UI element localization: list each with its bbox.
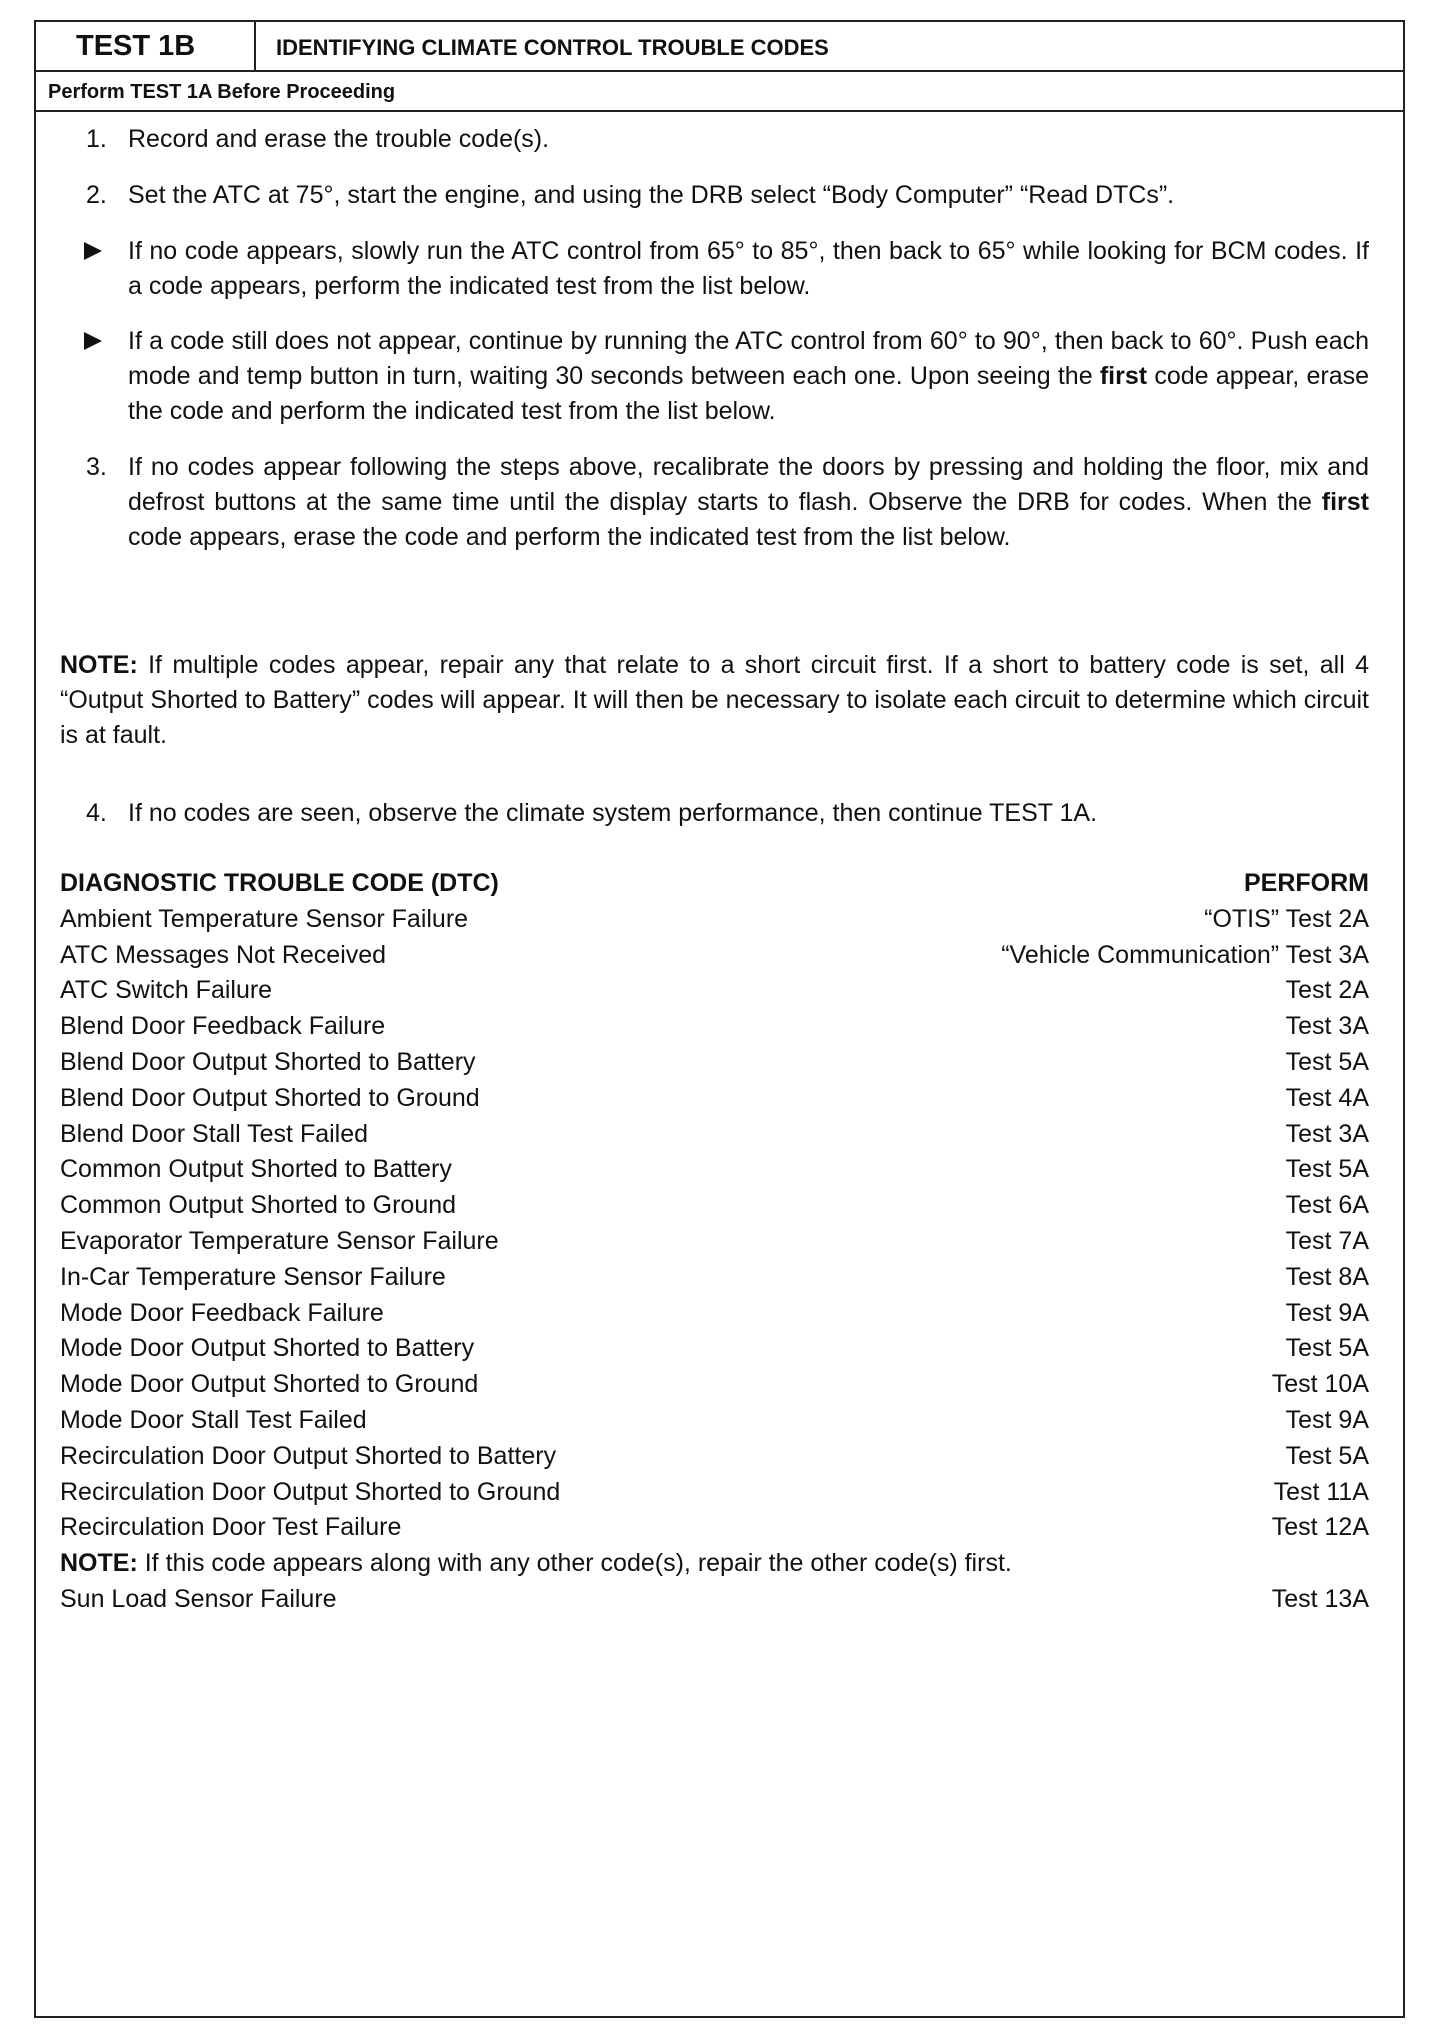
dtc-code: Mode Door Feedback Failure [60,1298,384,1327]
dtc-table [60,866,1369,1618]
step-4 [60,796,1369,831]
dtc-code: Mode Door Stall Test Failed [60,1405,367,1434]
dtc-code: Common Output Shorted to Ground [60,1191,457,1220]
bullet-1 [60,234,1369,304]
dtc-row [60,1403,1369,1439]
dtc-header-perform: PERFORM [1244,869,1369,897]
dtc-table-header [60,866,1369,902]
text-segment: If no codes appear following the steps above, recalibrate the doors by pressing and holding the floor, mix and defrost buttons at the same time until the display starts to flash. Observe the DRB for codes. When the [128,453,1369,516]
dtc-perform: Test 5A [1285,1441,1369,1470]
prerequisite: Perform TEST 1A Before Proceeding [36,72,1403,112]
text-segment: code appear, erase the code and perform the indicated test from the list below. [128,362,1369,425]
dtc-code: Blend Door Feedback Failure [60,1012,386,1041]
dtc-row [60,1188,1369,1224]
dtc-perform: “Vehicle Communication” Test 3A [1001,940,1369,969]
dtc-row [60,1331,1369,1367]
dtc-perform: Test 3A [1285,1119,1369,1148]
dtc-row [60,973,1369,1009]
step-1 [60,122,1369,157]
step-text: Record and erase the trouble code(s). [128,125,550,153]
step-2 [60,178,1369,213]
dtc-row [60,1510,1369,1546]
bullet-text [128,324,1369,429]
emphasis: first [1321,488,1369,516]
text-segment: If a code still does not appear, continue by running the ATC control from 60° to 90°, then back to 60°. Push each mode and temp button in turn, waiting 30 seconds between each one. Upon seeing the [128,327,1369,390]
dtc-code: ATC Switch Failure [60,976,273,1005]
dtc-row [60,1009,1369,1045]
dtc-code: Recirculation Door Output Shorted to Ground [60,1477,561,1506]
dtc-row [60,1224,1369,1260]
dtc-code: Mode Door Output Shorted to Ground [60,1370,479,1399]
dtc-row [60,1045,1369,1081]
dtc-perform: Test 13A [1271,1584,1369,1613]
step-number: 2. [86,181,107,209]
dtc-code: Blend Door Output Shorted to Battery [60,1047,476,1076]
dtc-row [60,1081,1369,1117]
dtc-code: Blend Door Output Shorted to Ground [60,1083,480,1112]
dtc-code: Ambient Temperature Sensor Failure [60,904,469,933]
dtc-perform: Test 5A [1285,1155,1369,1184]
dtc-header-code: DIAGNOSTIC TROUBLE CODE (DTC) [60,869,499,897]
note-text: If multiple codes appear, repair any that relate to a short circuit first. If a short to battery code is set, all 4 “Output Shorted to Battery” codes will appear. It will then be necessary to isolate each circuit to determine which circuit is at fault. [60,651,1369,749]
dtc-row [60,938,1369,974]
note-multiple-codes [60,648,1369,753]
dtc-row [60,1152,1369,1188]
dtc-row [60,1260,1369,1296]
step-3 [60,450,1369,555]
dtc-perform: Test 2A [1285,976,1369,1005]
dtc-code: Recirculation Door Test Failure [60,1513,402,1542]
emphasis: first [1099,362,1148,390]
dtc-perform: Test 3A [1285,1012,1369,1041]
step-number: 4. [86,799,107,827]
dtc-perform: Test 8A [1285,1262,1369,1291]
test-id: TEST 1B [36,22,256,70]
dtc-row [60,1117,1369,1153]
step-text: Set the ATC at 75°, start the engine, and using the DRB select “Body Computer” “Read DTCs”. [128,181,1175,209]
dtc-perform: Test 11A [1273,1477,1369,1506]
dtc-perform: “OTIS” Test 2A [1204,904,1369,933]
step-number: 1. [86,125,107,153]
dtc-row [60,1296,1369,1332]
dtc-perform: Test 6A [1285,1191,1369,1220]
dtc-row [60,1475,1369,1511]
dtc-perform: Test 5A [1285,1047,1369,1076]
dtc-row [60,1582,1369,1618]
dtc-code: ATC Messages Not Received [60,940,387,969]
dtc-row [60,1367,1369,1403]
dtc-row [60,1439,1369,1475]
dtc-perform: Test 9A [1285,1298,1369,1327]
dtc-rows [60,902,1369,1546]
dtc-code: In-Car Temperature Sensor Failure [60,1262,446,1291]
text-segment: code appears, erase the code and perform the indicated test from the list below. [128,523,1011,551]
dtc-code: Mode Door Output Shorted to Battery [60,1334,475,1363]
dtc-perform: Test 4A [1285,1083,1369,1112]
dtc-code: Evaporator Temperature Sensor Failure [60,1226,499,1255]
procedure-frame [34,20,1405,2018]
dtc-code: Sun Load Sensor Failure [60,1584,337,1613]
arrow-bullet-icon [84,242,102,260]
dtc-perform: Test 10A [1271,1370,1369,1399]
dtc-code: Common Output Shorted to Battery [60,1155,452,1184]
step-number: 3. [86,453,107,481]
step-text [128,450,1369,555]
dtc-perform: Test 9A [1285,1405,1369,1434]
dtc-note [60,1546,1369,1582]
step-text: If no codes are seen, observe the climate system performance, then continue TEST 1A. [128,799,1098,827]
dtc-code: Blend Door Stall Test Failed [60,1119,369,1148]
arrow-bullet-icon [84,332,102,350]
note-label: NOTE: [60,1549,138,1578]
bullet-text: If no code appears, slowly run the ATC control from 65° to 85°, then back to 65° while looking for BCM codes. If a code appears, perform the indicated test from the list below. [128,237,1369,300]
dtc-row [60,902,1369,938]
dtc-code: Recirculation Door Output Shorted to Battery [60,1441,557,1470]
note-text: If this code appears along with any other code(s), repair the other code(s) first. [137,1549,1012,1578]
dtc-perform: Test 5A [1285,1334,1369,1363]
dtc-perform: Test 7A [1285,1226,1369,1255]
test-title: IDENTIFYING CLIMATE CONTROL TROUBLE CODES [276,35,829,60]
header-row [36,22,1403,72]
note-label: NOTE: [60,651,138,679]
bullet-2 [60,324,1369,429]
dtc-perform: Test 12A [1271,1513,1369,1542]
